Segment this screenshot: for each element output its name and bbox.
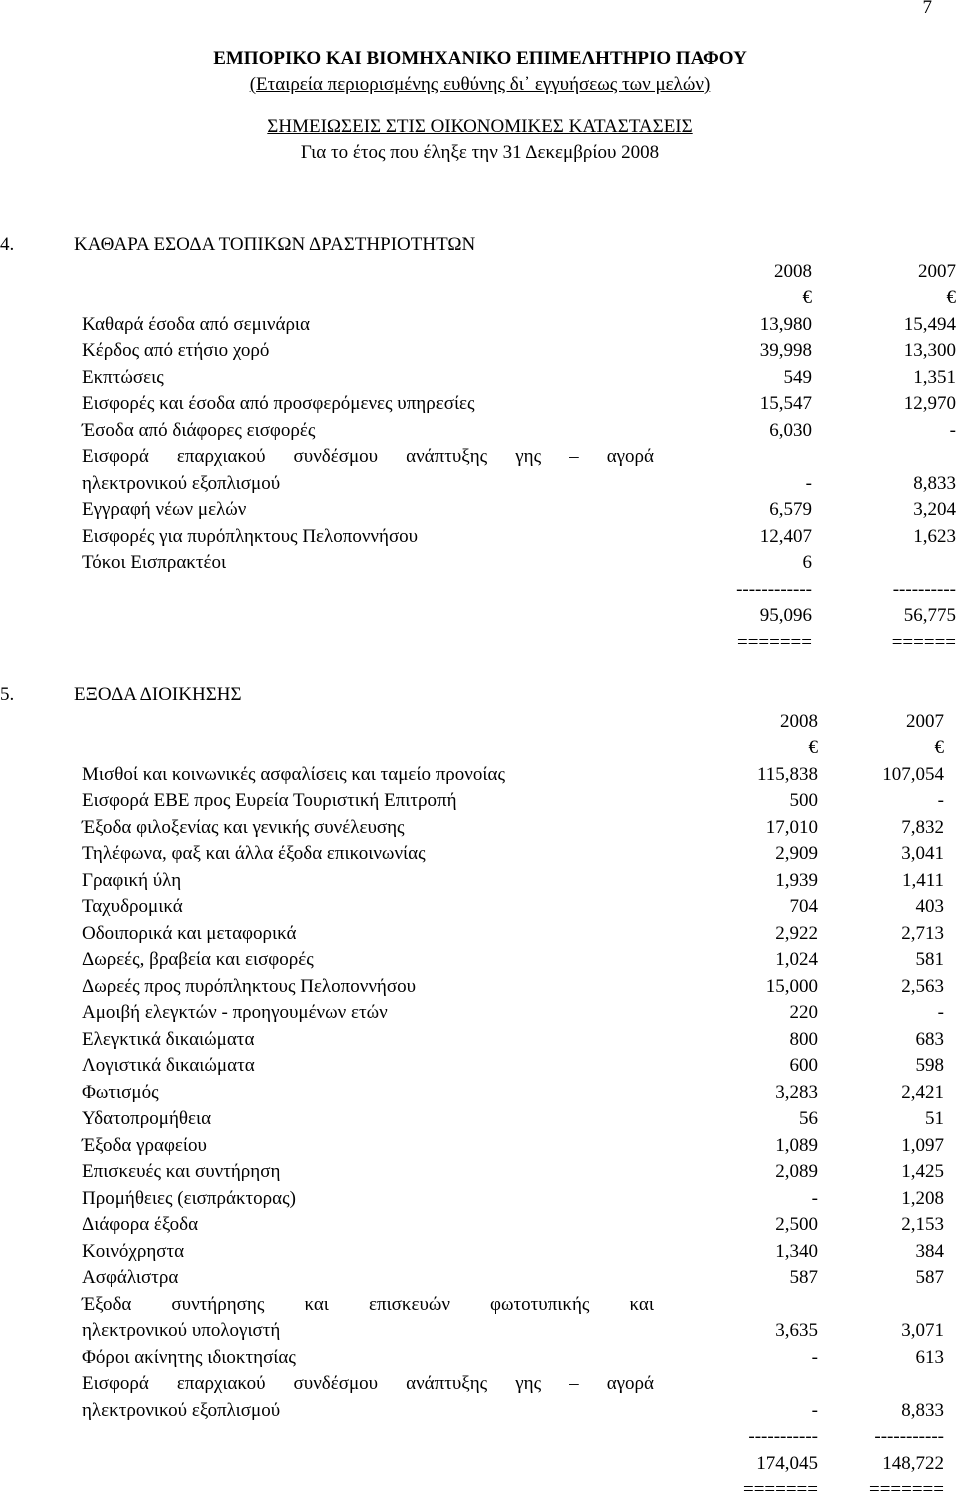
year-2007-header: 2007 bbox=[906, 710, 944, 732]
double-rule-row bbox=[0, 630, 960, 657]
value-2007: 2,153 bbox=[901, 1214, 944, 1235]
year-2008-header: 2008 bbox=[774, 260, 812, 282]
value-2008: 6,030 bbox=[769, 419, 812, 441]
row-label: Οδοιπορικά και μεταφορικά bbox=[82, 922, 297, 944]
currency-2007: € bbox=[946, 287, 956, 308]
value-2007: 3,204 bbox=[913, 499, 956, 520]
table-row bbox=[0, 788, 960, 815]
value-2008: 500 bbox=[789, 790, 818, 811]
value-2007: 683 bbox=[915, 1028, 944, 1050]
value-2008: 17,010 bbox=[765, 816, 818, 838]
value-2007: 13,300 bbox=[903, 340, 956, 361]
double-rule-row bbox=[0, 1477, 960, 1504]
value-2007: 3,041 bbox=[901, 843, 944, 864]
value-2007: 15,494 bbox=[903, 313, 956, 335]
value-2008: 13,980 bbox=[759, 313, 812, 335]
table-row bbox=[0, 1398, 960, 1425]
row-label: Φόροι ακίνητης ιδιοκτησίας bbox=[82, 1346, 296, 1368]
value-2008: - bbox=[811, 1399, 818, 1421]
value-2008: - bbox=[805, 472, 812, 494]
row-label: Καθαρά έσοδα από σεμινάρια bbox=[82, 313, 310, 335]
table-row bbox=[0, 1186, 960, 1213]
organization-subtitle: (Εταιρεία περιορισμένης ευθύνης δι᾽ εγγυήσεως των μελών) bbox=[249, 74, 711, 95]
value-2008: 6 bbox=[802, 552, 812, 573]
section-title: ΚΑΘΑΡΑ ΕΣΟΔΑ ΤΟΠΙΚΩΝ ΔΡΑΣΤΗΡΙΟΤΗΤΩΝ bbox=[74, 234, 476, 255]
row-label: Εισφορά επαρχιακού συνδέσμου ανάπτυξης γης – αγορά bbox=[82, 446, 654, 467]
value-2008: 15,000 bbox=[765, 975, 818, 997]
value-2008: 800 bbox=[789, 1028, 818, 1050]
value-2007: 3,071 bbox=[901, 1320, 944, 1341]
row-label: Έξοδα συντήρησης και επισκευών φωτοτυπικής και bbox=[82, 1293, 654, 1315]
table-row bbox=[0, 365, 960, 392]
table-row bbox=[0, 1371, 960, 1398]
value-2008: 600 bbox=[789, 1055, 818, 1076]
value-2008: 6,579 bbox=[769, 499, 812, 520]
value-2008: 115,838 bbox=[756, 763, 818, 785]
table-row bbox=[0, 1106, 960, 1133]
value-2008: 704 bbox=[789, 896, 818, 917]
value-2007: 581 bbox=[915, 949, 944, 970]
row-label: ηλεκτρονικού εξοπλισμού bbox=[82, 1399, 281, 1421]
value-2007: 2,713 bbox=[901, 922, 944, 944]
table-row bbox=[0, 497, 960, 524]
row-label: Ασφάλιστρα bbox=[82, 1267, 179, 1288]
table-row bbox=[0, 868, 960, 895]
double-rule-2008: ======= bbox=[736, 631, 812, 653]
section-heading bbox=[0, 682, 960, 709]
row-label: Γραφική ύλη bbox=[82, 869, 182, 891]
value-2008: 2,089 bbox=[775, 1161, 818, 1182]
section-net-income-local-activities bbox=[0, 232, 960, 656]
row-label: Τηλέφωνα, φαξ και άλλα έξοδα επικοινωνίας bbox=[82, 843, 426, 864]
currency-2007: € bbox=[934, 737, 944, 758]
value-2007: 587 bbox=[915, 1267, 944, 1288]
currency-2008: € bbox=[808, 737, 818, 758]
value-2007: 2,421 bbox=[901, 1081, 944, 1103]
table-row bbox=[0, 894, 960, 921]
total-2008: 95,096 bbox=[759, 605, 812, 626]
table-row bbox=[0, 815, 960, 842]
value-2008: 3,283 bbox=[775, 1081, 818, 1103]
section-number: 4. bbox=[0, 234, 15, 255]
year-header-row bbox=[0, 709, 960, 736]
table-row bbox=[0, 1080, 960, 1107]
value-2007: 598 bbox=[915, 1055, 944, 1076]
table-row bbox=[0, 841, 960, 868]
value-2008: 220 bbox=[789, 1002, 818, 1023]
row-label: Εισφορές και έσοδα από προσφερόμενες υπηρεσίες bbox=[82, 393, 475, 414]
value-2008: 2,909 bbox=[775, 843, 818, 864]
value-2007: 8,833 bbox=[913, 472, 956, 494]
table-row bbox=[0, 1239, 960, 1266]
currency-header-row bbox=[0, 735, 960, 762]
value-2008: 12,407 bbox=[759, 525, 812, 547]
total-2007: 148,722 bbox=[882, 1452, 944, 1474]
row-label: Έξοδα φιλοξενίας και γενικής συνέλευσης bbox=[82, 816, 405, 838]
table-row bbox=[0, 1053, 960, 1080]
year-2008-header: 2008 bbox=[780, 710, 818, 732]
rule-2007: ----------- bbox=[874, 1426, 944, 1447]
row-label: Εγγραφή νέων μελών bbox=[82, 499, 247, 520]
value-2007: 8,833 bbox=[901, 1399, 944, 1421]
value-2008: - bbox=[811, 1187, 818, 1209]
rule-2008: ------------ bbox=[736, 578, 812, 600]
subtotal-rule-row bbox=[0, 1424, 960, 1451]
double-rule-2008: ======= bbox=[742, 1479, 818, 1500]
row-label: Δωρεές προς πυρόπληκτους Πελοποννήσου bbox=[82, 975, 417, 997]
row-label: Προμήθειες (εισπράκτορας) bbox=[82, 1187, 296, 1209]
document-title: ΣΗΜΕΙΩΣΕΙΣ ΣΤΙΣ ΟΙΚΟΝΟΜΙΚΕΣ ΚΑΤΑΣΤΑΣΕΙΣ bbox=[267, 116, 693, 137]
row-label: Εισφορά επαρχιακού συνδέσμου ανάπτυξης γης – αγορά bbox=[82, 1373, 654, 1394]
double-rule-2007: ======= bbox=[868, 1479, 944, 1500]
value-2007: 12,970 bbox=[903, 393, 956, 414]
value-2007: 1,623 bbox=[913, 525, 956, 547]
table-row bbox=[0, 1212, 960, 1239]
document-header bbox=[0, 46, 960, 166]
section-title: ΕΞΟΔΑ ΔΙΟΙΚΗΣΗΣ bbox=[74, 684, 242, 705]
row-label: Κοινόχρηστα bbox=[82, 1240, 185, 1262]
rule-2008: ----------- bbox=[748, 1426, 818, 1447]
total-2007: 56,775 bbox=[903, 605, 956, 626]
value-2007: 1,411 bbox=[901, 869, 944, 891]
page-number: 7 bbox=[922, 0, 932, 18]
table-row bbox=[0, 974, 960, 1001]
value-2008: 2,500 bbox=[775, 1214, 818, 1235]
row-label: Ελεγκτικά δικαιώματα bbox=[82, 1028, 255, 1050]
subtotal-rule-row bbox=[0, 577, 960, 604]
value-2008: 3,635 bbox=[775, 1320, 818, 1341]
row-label: Έξοδα γραφείου bbox=[82, 1134, 207, 1156]
row-label: Ταχυδρομικά bbox=[82, 896, 183, 917]
value-2007: 403 bbox=[915, 896, 944, 917]
row-label: ηλεκτρονικού υπολογιστή bbox=[82, 1320, 281, 1341]
table-row bbox=[0, 1159, 960, 1186]
table-row bbox=[0, 1265, 960, 1292]
total-row bbox=[0, 603, 960, 630]
value-2007: 1,425 bbox=[901, 1161, 944, 1182]
value-2008: - bbox=[811, 1346, 818, 1368]
value-2007: 51 bbox=[925, 1108, 944, 1129]
currency-2008: € bbox=[802, 287, 812, 308]
value-2008: 1,089 bbox=[775, 1134, 818, 1156]
table-row bbox=[0, 947, 960, 974]
row-label: Φωτισμός bbox=[82, 1081, 159, 1103]
value-2008: 587 bbox=[789, 1267, 818, 1288]
line-items bbox=[0, 312, 960, 577]
value-2007: 2,563 bbox=[901, 975, 944, 997]
table-row bbox=[0, 1318, 960, 1345]
value-2008: 56 bbox=[799, 1108, 818, 1129]
row-label: Εισφορά ΕΒΕ προς Ευρεία Τουριστική Επιτροπή bbox=[82, 790, 457, 811]
value-2007: - bbox=[949, 419, 956, 441]
table-row bbox=[0, 762, 960, 789]
value-2007: - bbox=[937, 790, 944, 811]
line-items bbox=[0, 762, 960, 1425]
reporting-period: Για το έτος που έληξε την 31 Δεκεμβρίου 2008 bbox=[300, 142, 660, 163]
value-2008: 1,340 bbox=[775, 1240, 818, 1262]
value-2007: 1,097 bbox=[901, 1134, 944, 1156]
year-header-row bbox=[0, 259, 960, 286]
value-2007: 107,054 bbox=[882, 763, 944, 785]
double-rule-2007: ====== bbox=[891, 631, 956, 653]
row-label: Τόκοι Εισπρακτέοι bbox=[82, 552, 227, 573]
value-2008: 1,939 bbox=[775, 869, 818, 891]
row-label: Αμοιβή ελεγκτών - προηγουμένων ετών bbox=[82, 1002, 388, 1023]
value-2007: 384 bbox=[915, 1240, 944, 1262]
section-administrative-expenses bbox=[0, 682, 960, 1504]
table-row bbox=[0, 312, 960, 339]
table-row bbox=[0, 444, 960, 471]
value-2008: 39,998 bbox=[759, 340, 812, 361]
row-label: Υδατοπρομήθεια bbox=[82, 1108, 212, 1129]
total-row bbox=[0, 1451, 960, 1478]
value-2008: 1,024 bbox=[775, 949, 818, 970]
value-2007: 613 bbox=[915, 1346, 944, 1368]
value-2007: 1,208 bbox=[901, 1187, 944, 1209]
row-label: Έσοδα από διάφορες εισφορές bbox=[82, 419, 316, 441]
table-row bbox=[0, 1292, 960, 1319]
value-2007: - bbox=[937, 1002, 944, 1023]
value-2008: 15,547 bbox=[759, 393, 812, 414]
value-2008: 2,922 bbox=[775, 922, 818, 944]
table-row bbox=[0, 338, 960, 365]
row-label: Επισκευές και συντήρηση bbox=[82, 1161, 281, 1182]
table-row bbox=[0, 1000, 960, 1027]
row-label: Διάφορα έξοδα bbox=[82, 1214, 199, 1235]
row-label: Λογιστικά δικαιώματα bbox=[82, 1055, 255, 1076]
value-2008: 549 bbox=[783, 366, 812, 388]
total-2008: 174,045 bbox=[756, 1452, 818, 1474]
row-label: Δωρεές, βραβεία και εισφορές bbox=[82, 949, 314, 970]
table-row bbox=[0, 550, 960, 577]
row-label: Κέρδος από ετήσιο χορό bbox=[82, 340, 270, 361]
row-label: ηλεκτρονικού εξοπλισμού bbox=[82, 472, 281, 494]
row-label: Εισφορές για πυρόπληκτους Πελοποννήσου bbox=[82, 525, 419, 547]
row-label: Εκπτώσεις bbox=[82, 366, 164, 388]
year-2007-header: 2007 bbox=[918, 260, 956, 282]
section-heading bbox=[0, 232, 960, 259]
table-row bbox=[0, 921, 960, 948]
rule-2007: ---------- bbox=[892, 578, 956, 600]
table-row bbox=[0, 1133, 960, 1160]
table-row bbox=[0, 418, 960, 445]
value-2007: 7,832 bbox=[901, 816, 944, 838]
table-row bbox=[0, 1027, 960, 1054]
table-row bbox=[0, 1345, 960, 1372]
section-number: 5. bbox=[0, 684, 15, 705]
row-label: Μισθοί και κοινωνικές ασφαλίσεις και ταμείο προνοίας bbox=[82, 763, 505, 785]
table-row bbox=[0, 391, 960, 418]
value-2007: 1,351 bbox=[913, 366, 956, 388]
table-row bbox=[0, 524, 960, 551]
currency-header-row bbox=[0, 285, 960, 312]
organization-name: ΕΜΠΟΡΙΚΟ ΚΑΙ ΒΙΟΜΗΧΑΝΙΚΟ ΕΠΙΜΕΛΗΤΗΡΙΟ ΠΑΦΟΥ bbox=[213, 48, 747, 69]
table-row bbox=[0, 471, 960, 498]
